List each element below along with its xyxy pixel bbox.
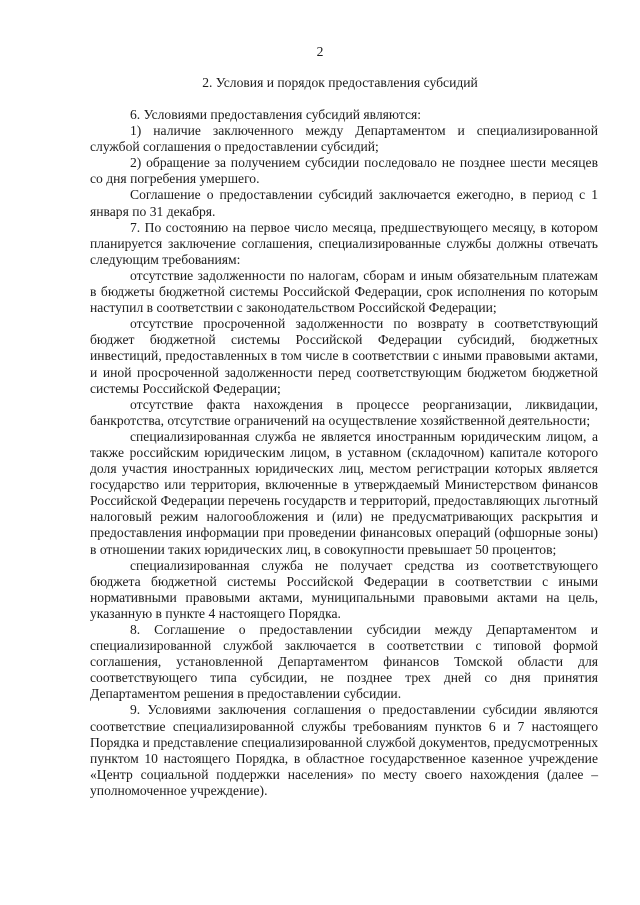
- paragraph: специализированная служба не получает средства из соответствующего бюджета бюджетной системы Российской Федерации в соответствии с иными нормативными правовыми актами, муниципальными правовыми актами на цель, указанную в пункте 4 настоящего Порядка.: [90, 557, 598, 621]
- paragraph: Соглашение о предоставлении субсидий заключается ежегодно, в период с 1 января по 31 декабря.: [90, 187, 598, 219]
- page-number: 2: [316, 44, 324, 59]
- paragraph: отсутствие задолженности по налогам, сборам и иным обязательным платежам в бюджеты бюджетной системы Российской Федерации, срок исполнения по которым наступил в соответствии с законодательством Российской Федерации;: [90, 267, 598, 316]
- paragraph: 8. Соглашение о предоставлении субсидии между Департаментом и специализированной службой заключается в соответствии с типовой формой соглашения, установленной Департаментом финансов Томской области для соответствующего типа субсидии, не позднее трех дней со дня принятия Департаментом решения в предоставлении субсидии.: [90, 622, 598, 702]
- paragraph: отсутствие просроченной задолженности по возврату в соответствующий бюджет бюджетной системы Российской Федерации субсидий, бюджетных инвестиций, предоставленных в том числе в соответствии с иными правовыми актами, и иной просроченной задолженности перед соответствующим бюджетом бюджетной системы Российской Федерации;: [90, 316, 598, 396]
- paragraph: специализированная служба не является иностранным юридическим лицом, а также российским юридическим лицом, в уставном (складочном) капитале которого доля участия иностранных юридических лиц, местом регистрации которых является государство или территория, включенные в утверждаемый Министерством финансов Российской Федерации перечень государств и территорий, предоставляющих льготный налоговый режим налогообложения и (или) не предусматривающих раскрытия и предоставления информации при проведении финансовых операций (офшорные зоны) в отношении таких юридических лиц, в совокупности превышает 50 процентов;: [90, 428, 598, 557]
- document-body: [90, 107, 598, 799]
- paragraph: отсутствие факта нахождения в процессе реорганизации, ликвидации, банкротства, отсутствие ограничений на осуществление хозяйственной деятельности;: [90, 396, 598, 428]
- section-title: 2. Условия и порядок предоставления субсидий: [202, 75, 478, 90]
- paragraph: 7. По состоянию на первое число месяца, предшествующего месяцу, в котором планируется заключение соглашения, специализированные службы должны отвечать следующим требованиям:: [90, 219, 598, 267]
- paragraph: 1) наличие заключенного между Департаментом и специализированной службой соглашения о предоставлении субсидий;: [90, 123, 598, 155]
- paragraph: 2) обращение за получением субсидии последовало не позднее шести месяцев со дня погребения умершего.: [90, 155, 598, 187]
- paragraph: 9. Условиями заключения соглашения о предоставлении субсидии являются соответствие специализированной службы требованиям пунктов 6 и 7 настоящего Порядка и представление специализированной службой документов, предусмотренных пунктом 10 настоящего Порядка, в областное государственное казенное учреждение «Центр социальной поддержки населения» по месту своего нахождения (далее – уполномоченное учреждение).: [90, 702, 598, 798]
- paragraph: 6. Условиями предоставления субсидий являются:: [130, 107, 422, 122]
